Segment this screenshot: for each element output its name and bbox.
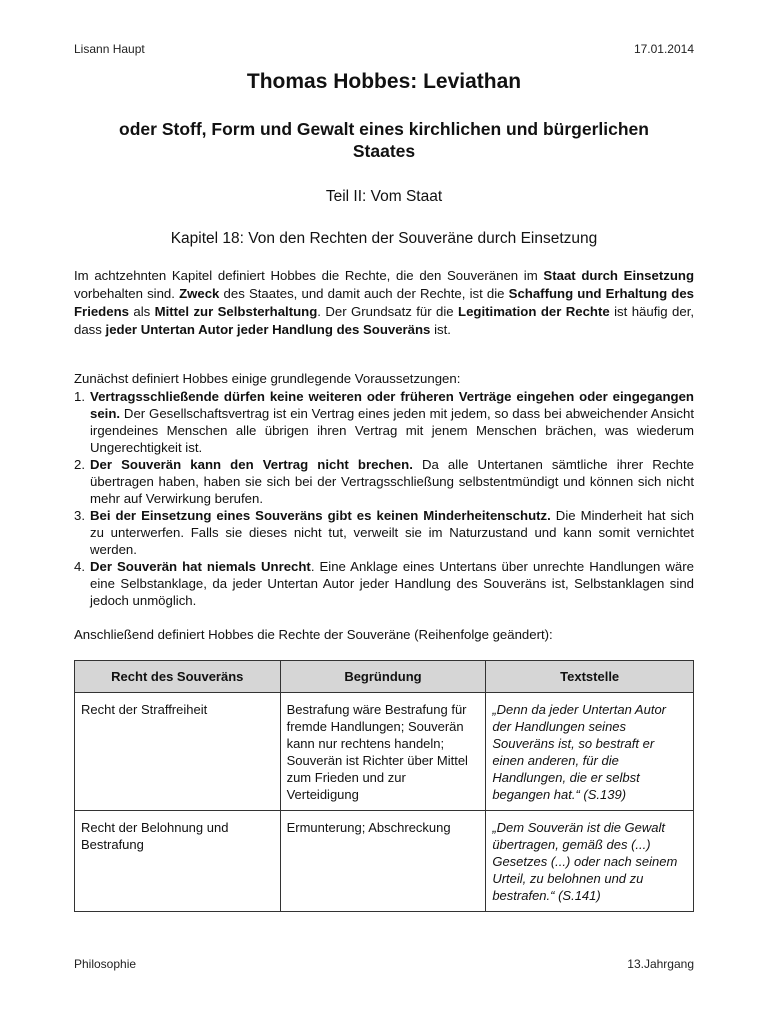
right-cell: Recht der Straffreiheit [75, 693, 281, 811]
table-row [75, 811, 694, 912]
chapter-heading: Kapitel 18: Von den Rechten der Souveräne durch Einsetzung [170, 230, 598, 247]
page-footer [74, 957, 694, 971]
list-number: 1. [74, 389, 85, 404]
footer-subject: Philosophie [74, 957, 137, 971]
header-author: Lisann Haupt [74, 42, 145, 56]
reason-cell: Bestrafung wäre Bestrafung für fremde Handlungen; Souverän kann nur rechtens handeln; Souverän ist Richter über Mittel zum Frieden und zur Verteidigung [280, 693, 486, 811]
table-header-row [75, 661, 694, 693]
reason-cell: Ermunterung; Abschreckung [280, 811, 486, 912]
column-header: Textstelle [486, 661, 694, 693]
column-header: Begründung [280, 661, 486, 693]
header-date: 17.01.2014 [633, 42, 694, 56]
list-number: 3. [74, 508, 85, 523]
list-item: 2. Der Souverän kann den Vertrag nicht brechen. Da alle Untertanen sämtliche ihrer Rechte übertragen haben, haben sie sich bei der Vertragsschließung selbstentmündigt und können sich nicht mehr auf Verwirkung berufen. [74, 457, 694, 506]
list-number: 2. [74, 457, 85, 472]
rights-table [74, 660, 694, 912]
rights-intro: Anschließend definiert Hobbes die Rechte der Souveräne (Reihenfolge geändert): [74, 627, 553, 642]
quote-cell: „Denn da jeder Untertan Autor der Handlungen seines Souveräns ist, so bestraft er einen anderen, für die Handlungen, die er selbst begangen hat.“ (S.139) [486, 693, 694, 811]
list-item: 1. Vertragsschließende dürfen keine weiteren oder früheren Verträge eingehen oder eingegangen sein. Der Gesellschaftsvertrag ist ein Vertrag eines jeden mit jedem, so dass bei abweichender Ansicht irgendeines Menschen alle übrigen ihren Vertrag mit jenem Menschen brächen, was wiederum Ungerechtigkeit ist. [74, 389, 694, 455]
column-header: Recht des Souveräns [75, 661, 281, 693]
right-cell: Recht der Belohnung und Bestrafung [75, 811, 281, 912]
quote-cell: „Dem Souverän ist die Gewalt übertragen, gemäß des (...) Gesetzes (...) oder nach seinem Urteil, zu belohnen und zu bestrafen.“ (S.141) [486, 811, 694, 912]
prerequisites-list [74, 388, 694, 609]
footer-grade: 13.Jahrgang [627, 957, 694, 971]
document-subtitle: oder Stoff, Form und Gewalt eines kirchlichen und bürgerlichen Staates [119, 119, 649, 161]
list-item: 4. Der Souverän hat niemals Unrecht. Eine Anklage eines Untertans über unrechte Handlungen wäre eine Selbstanklage, da jeder Untertan Autor jeder Handlung des Souveräns ist, Selbstanklagen sind jedoch unmöglich. [74, 559, 694, 608]
part-heading: Teil II: Vom Staat [325, 188, 443, 205]
prerequisites-intro: Zunächst definiert Hobbes einige grundlegende Voraussetzungen: [74, 371, 461, 386]
intro-paragraph: Im achtzehnten Kapitel definiert Hobbes die Rechte, die den Souveränen im Staat durch Einsetzung vorbehalten sind. Zweck des Staates, und damit auch der Rechte, ist die Schaffung und Erhaltung des Friedens als Mittel zur Selbsterhaltung. Der Grundsatz für die Legitimation der Rechte ist häufig der, dass jeder Untertan Autor jeder Handlung des Souveräns ist. [74, 268, 695, 337]
list-number: 4. [74, 559, 85, 574]
table-row [75, 693, 694, 811]
page-header [74, 42, 694, 56]
document-title: Thomas Hobbes: Leviathan [246, 70, 522, 93]
list-item: 3. Bei der Einsetzung eines Souveräns gibt es keinen Minderheitenschutz. Die Minderheit hat sich zu unterwerfen. Falls sie dieses nicht tut, verweilt sie im Naturzustand und kann somit vernichtet werden. [74, 508, 694, 557]
